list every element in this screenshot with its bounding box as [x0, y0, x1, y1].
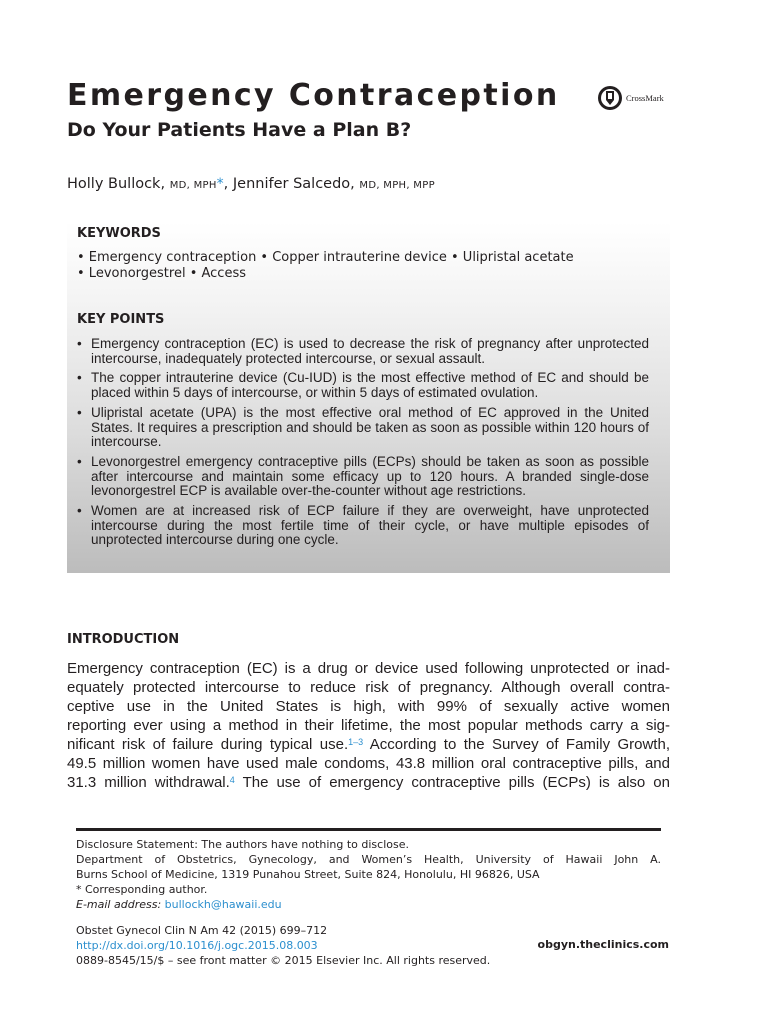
key-point-text: Women are at increased risk of ECP failure if they are overweight, have unprotected intercourse during the most fertile time of their cycle, or have multiple episodes of unprotected intercourse during one cycle.	[91, 503, 649, 548]
key-point-item	[77, 455, 649, 499]
bullet-icon: •	[77, 404, 82, 420]
key-point-item	[77, 337, 649, 366]
article-subtitle: Do Your Patients Have a Plan B?	[67, 119, 412, 141]
email-line	[76, 897, 661, 912]
bullet-icon: •	[77, 336, 82, 351]
disclosure-statement: Disclosure Statement: The authors have nothing to disclose.	[76, 838, 409, 851]
introduction-paragraph	[67, 659, 670, 792]
paragraph-line	[67, 735, 670, 754]
key-points-list	[77, 337, 649, 553]
corresponding-author-marker[interactable]: *	[216, 176, 224, 192]
paragraph-line: reporting ever using a method in their lifetime, the most popular methods carry a sig-	[67, 717, 670, 734]
line-text: nificant risk of failure during typical use.	[67, 736, 349, 753]
line-text: The use of emergency contraceptive pills (ECPs) is also on	[234, 774, 670, 791]
paragraph-line: ceptive use in the United States is high, with 99% of sexually active women	[67, 698, 670, 715]
line-text: 31.3 million withdrawal.	[67, 774, 230, 791]
affiliation-line: Department of Obstetrics, Gynecology, and Women’s Health, University of Hawaii John A.	[76, 853, 661, 866]
paragraph-line: equately protected intercourse to reduce risk of pregnancy. Although overall contra-	[67, 679, 670, 696]
author-2-degrees: MD, MPH, MPP	[359, 180, 435, 191]
email-link[interactable]: bullockh@hawaii.edu	[164, 898, 282, 911]
copyright-line: 0889-8545/15/$ – see front matter © 2015 Elsevier Inc. All rights reserved.	[76, 954, 491, 967]
bullet-icon: •	[77, 503, 82, 519]
key-point-item	[77, 504, 649, 548]
keywords-line: • Levonorgestrel • Access	[77, 266, 246, 281]
footnotes	[76, 837, 661, 912]
paragraph-line: Emergency contraception (EC) is a drug or device used following unprotected or inad-	[67, 660, 670, 677]
doi-link[interactable]: http://dx.doi.org/10.1016/j.ogc.2015.08.003	[76, 939, 318, 952]
bullet-icon: •	[77, 453, 82, 469]
author-1-name: Holly Bullock,	[67, 176, 166, 192]
keywords-line: • Emergency contraception • Copper intrauterine device • Ulipristal acetate	[77, 250, 574, 265]
journal-site-link[interactable]: obgyn.theclinics.com	[537, 938, 669, 951]
bullet-icon: •	[77, 370, 82, 386]
footnote-divider	[76, 828, 661, 831]
affiliation-line: Burns School of Medicine, 1319 Punahou Street, Suite 824, Honolulu, HI 96826, USA	[76, 868, 540, 881]
crossmark-label: CrossMark	[626, 93, 664, 103]
keywords-keypoints-box	[67, 222, 670, 573]
key-point-item	[77, 371, 649, 400]
key-point-text: Emergency contraception (EC) is used to decrease the risk of pregnancy after unprotected intercourse, inadequately protected intercourse, or sexual assault.	[91, 336, 649, 366]
email-label: E-mail address:	[76, 898, 162, 911]
keywords-heading: KEYWORDS	[77, 226, 161, 241]
corresponding-author-note: * Corresponding author.	[76, 883, 208, 896]
author-list	[67, 176, 435, 192]
paragraph-line: 49.5 million women have used male condoms, 43.8 million oral contraceptive pills, and	[67, 755, 670, 772]
key-point-text: Ulipristal acetate (UPA) is the most effective oral method of EC approved in the United States. It requires a prescription and should be taken as soon as possible within 120 hours of intercourse.	[91, 404, 649, 450]
journal-citation: Obstet Gynecol Clin N Am 42 (2015) 699–712	[76, 924, 328, 937]
introduction-heading: INTRODUCTION	[67, 632, 180, 647]
crossmark-badge[interactable]	[597, 85, 664, 111]
key-point-text: The copper intrauterine device (Cu-IUD) is the most effective method of EC and should be placed within 5 days of intercourse, or within 5 days of estimated ovulation.	[91, 370, 649, 401]
author-separator: ,	[223, 176, 229, 192]
citation-ref-link[interactable]: 1–3	[348, 737, 364, 747]
paragraph-line	[67, 773, 670, 792]
crossmark-icon	[597, 85, 623, 111]
key-point-item	[77, 406, 649, 450]
author-1-degrees: MD, MPH	[169, 180, 217, 191]
key-point-text: Levonorgestrel emergency contraceptive pills (ECPs) should be taken as soon as possible after intercourse and maintain some efficacy up to 120 hours. A branded single-dose levonorgestrel ECP is available over-the-counter without age restrictions.	[91, 453, 649, 499]
key-points-heading: KEY POINTS	[77, 312, 165, 327]
article-title: Emergency Contraception	[67, 78, 560, 113]
citation-ref-link[interactable]: 4	[229, 775, 235, 785]
author-2-name: Jennifer Salcedo,	[232, 176, 355, 192]
line-text: According to the Survey of Family Growth,	[363, 736, 670, 753]
